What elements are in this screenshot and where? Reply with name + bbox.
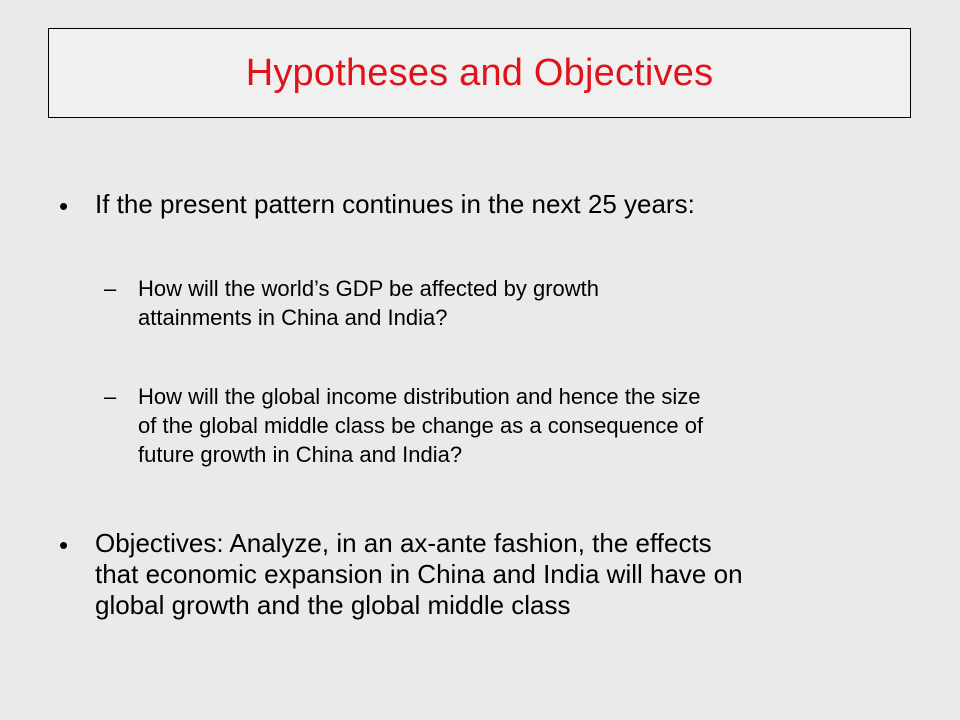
sub-item-line: future growth in China and India? xyxy=(138,442,463,467)
bullet-line: that economic expansion in China and India will have on xyxy=(95,559,743,589)
bullet-item-objectives xyxy=(59,528,743,621)
sub-item-line: How will the global income distribution and hence the size xyxy=(138,384,701,409)
sub-bullet-marker: – xyxy=(104,276,117,301)
bullet-marker: • xyxy=(59,530,69,560)
sub-item-line: attainments in China and India? xyxy=(138,305,448,330)
sub-item-text xyxy=(138,274,599,332)
bullet-text xyxy=(95,189,695,223)
title-box xyxy=(48,28,911,118)
bullet-line: global growth and the global middle class xyxy=(95,590,571,620)
sub-item-income-distribution xyxy=(104,382,703,469)
sub-item-line: How will the world’s GDP be affected by growth xyxy=(138,276,600,301)
bullet-marker: • xyxy=(59,191,69,221)
sub-item-line: of the global middle class be change as a consequence of xyxy=(138,413,704,438)
bullet-line: If the present pattern continues in the next 25 years: xyxy=(95,189,695,219)
sub-bullet-marker: – xyxy=(104,384,117,409)
sub-item-gdp xyxy=(104,274,599,332)
sub-item-text xyxy=(138,382,703,469)
bullet-item-pattern xyxy=(59,189,695,223)
slide-title: Hypotheses and Objectives xyxy=(245,52,714,94)
bullet-text xyxy=(95,528,743,621)
bullet-line: Objectives: Analyze, in an ax-ante fashion, the effects xyxy=(95,528,712,558)
